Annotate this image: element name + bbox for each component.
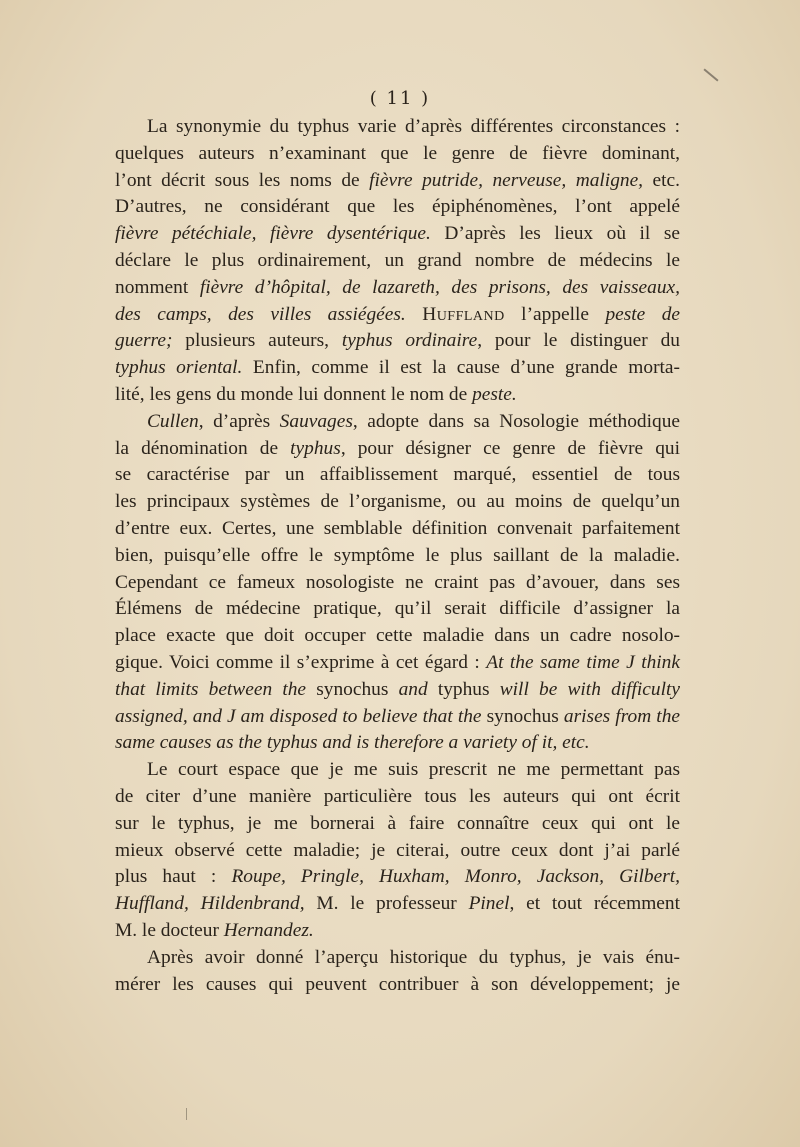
margin-pencil-mark bbox=[703, 68, 718, 81]
italic-segment: Sauvages bbox=[279, 410, 353, 432]
text-segment: sur le typhus, je me bornerai à faire connaître ceux qui ont le bbox=[115, 812, 680, 834]
text-line bbox=[115, 704, 680, 731]
text-segment: mieux observé cette maladie; je citerai, outre ceux dont j’ai parlé bbox=[115, 839, 680, 861]
text-line bbox=[115, 248, 680, 275]
text-line bbox=[115, 596, 680, 623]
text-line bbox=[115, 194, 680, 221]
text-line bbox=[115, 409, 680, 436]
italic-segment: typhus oriental. bbox=[115, 357, 243, 379]
text-segment: Enfin, comme il est la cause d’une grande morta- bbox=[242, 357, 680, 379]
text-segment: quelques auteurs n’examinant que le genre de fièvre dominant, bbox=[115, 142, 680, 164]
text-segment: plusieurs auteurs, bbox=[172, 330, 342, 352]
italic-segment: Pinel bbox=[468, 893, 510, 915]
text-segment: se caractérise par un affaiblissement marqué, essentiel de tous bbox=[115, 464, 680, 486]
italic-segment: arises from the bbox=[563, 705, 680, 727]
text-segment: l’appelle bbox=[504, 303, 606, 325]
text-line bbox=[115, 302, 680, 329]
text-line bbox=[115, 730, 680, 757]
text-segment: M. le docteur bbox=[115, 919, 224, 941]
text-line bbox=[115, 784, 680, 811]
text-line bbox=[115, 275, 680, 302]
text-line bbox=[115, 918, 680, 945]
text-line bbox=[115, 650, 680, 677]
text-segment: bien, puisqu’elle offre le symptôme le plus saillant de la maladie. bbox=[115, 544, 680, 566]
italic-segment: des camps, des villes assiégées. bbox=[115, 303, 406, 325]
text-segment: Après avoir donné l’aperçu historique du typhus, je vais énu- bbox=[147, 946, 680, 968]
text-segment: , pour le distinguer du bbox=[477, 330, 680, 352]
italic-segment: typhus bbox=[290, 437, 341, 459]
italic-segment: same causes as the typhus and is therefore a variety of it, etc. bbox=[115, 732, 590, 754]
page-number: ( 11 ) bbox=[369, 88, 431, 109]
text-segment: M. le professeur bbox=[304, 893, 469, 915]
text-segment: typhus bbox=[427, 678, 500, 700]
text-line bbox=[115, 972, 680, 999]
italic-segment: peste de bbox=[605, 303, 680, 325]
text-segment: lité, les gens du monde lui donnent le nom de bbox=[115, 383, 473, 405]
italic-segment: fièvre d’hôpital, de lazareth, des prisons, des vaisseaux, bbox=[199, 276, 680, 298]
text-line bbox=[115, 436, 680, 463]
italic-segment: assigned, and J am disposed to believe that the bbox=[115, 705, 482, 727]
text-line bbox=[115, 811, 680, 838]
text-segment: d’entre eux. Certes, une semblable définition convenait parfaitement bbox=[115, 517, 680, 539]
italic-segment: fièvre pétéchiale, fièvre dysentérique. bbox=[115, 223, 431, 245]
text-line bbox=[115, 623, 680, 650]
text-segment: plus haut : bbox=[115, 866, 232, 888]
text-line bbox=[115, 489, 680, 516]
text-segment: , d’après bbox=[198, 410, 280, 432]
text-line bbox=[115, 382, 680, 409]
text-segment: gique. Voici comme il s’exprime à cet égard : bbox=[115, 651, 487, 673]
text-line bbox=[115, 543, 680, 570]
text-line bbox=[115, 221, 680, 248]
italic-segment: peste. bbox=[472, 383, 517, 405]
text-line bbox=[115, 168, 680, 195]
text-segment: déclare le plus ordinairement, un grand nombre de médecins le bbox=[115, 249, 680, 271]
text-line bbox=[115, 945, 680, 972]
text-segment: Cependant ce fameux nosologiste ne craint pas d’avouer, dans ses bbox=[115, 571, 680, 593]
text-line bbox=[115, 838, 680, 865]
italic-segment: fièvre putride, nerveuse, maligne, bbox=[369, 169, 644, 191]
italic-segment: Huffland, Hildenbrand, bbox=[115, 893, 305, 915]
text-line bbox=[115, 757, 680, 784]
text-segment: D’après les lieux où il se bbox=[430, 223, 680, 245]
italic-segment: Roupe, Pringle, Huxham, Monro, Jackson, Gilbert, bbox=[231, 866, 680, 888]
text-line bbox=[115, 355, 680, 382]
text-segment: etc. bbox=[643, 169, 681, 191]
body-text bbox=[115, 114, 680, 998]
text-segment: synochus bbox=[481, 705, 564, 727]
text-line bbox=[115, 891, 680, 918]
text-segment: la dénomination de bbox=[115, 437, 291, 459]
italic-segment: Cullen bbox=[147, 410, 199, 432]
text-segment: , et tout récemment bbox=[509, 893, 680, 915]
text-segment: La synonymie du typhus varie d’après différentes circonstances : bbox=[147, 116, 680, 137]
italic-segment: typhus ordinaire bbox=[341, 330, 478, 352]
text-segment: place exacte que doit occuper cette maladie dans un cadre nosolo- bbox=[115, 625, 680, 647]
text-segment: les principaux systèmes de l’organisme, ou au moins de quelqu’un bbox=[115, 491, 680, 513]
margin-tick-mark bbox=[186, 1108, 187, 1120]
italic-segment: will be with difficulty bbox=[499, 678, 680, 700]
text-segment: Élémens de médecine pratique, qu’il serait difficile d’assigner la bbox=[115, 598, 680, 620]
text-segment: l’ont décrit sous les noms de bbox=[115, 169, 370, 191]
text-segment: , pour désigner ce genre de fièvre qui bbox=[340, 437, 681, 459]
text-line bbox=[115, 570, 680, 597]
small-caps-segment: Huffland bbox=[422, 303, 505, 325]
text-line bbox=[115, 516, 680, 543]
italic-segment: Hernandez. bbox=[223, 919, 314, 941]
text-line bbox=[115, 462, 680, 489]
text-line bbox=[115, 677, 680, 704]
text-line bbox=[115, 864, 680, 891]
text-segment: Le court espace que je me suis prescrit ne me permettant pas bbox=[147, 759, 680, 781]
text-segment: , adopte dans sa Nosologie méthodique bbox=[352, 410, 680, 432]
text-line bbox=[115, 114, 680, 141]
italic-segment: guerre; bbox=[115, 330, 173, 352]
italic-segment: that limits between the bbox=[115, 678, 307, 700]
text-segment: nomment bbox=[115, 276, 200, 298]
text-line bbox=[115, 328, 680, 355]
italic-segment: At the same time J think bbox=[486, 651, 680, 673]
text-segment: synochus bbox=[306, 678, 399, 700]
text-segment: mérer les causes qui peuvent contribuer à son développement; je bbox=[115, 973, 680, 995]
italic-segment: and bbox=[398, 678, 428, 700]
text-segment: D’autres, ne considérant que les épiphénomènes, l’ont appelé bbox=[115, 196, 680, 218]
text-segment: de citer d’une manière particulière tous les auteurs qui ont écrit bbox=[115, 785, 680, 807]
text-line bbox=[115, 141, 680, 168]
text-segment bbox=[406, 304, 422, 325]
